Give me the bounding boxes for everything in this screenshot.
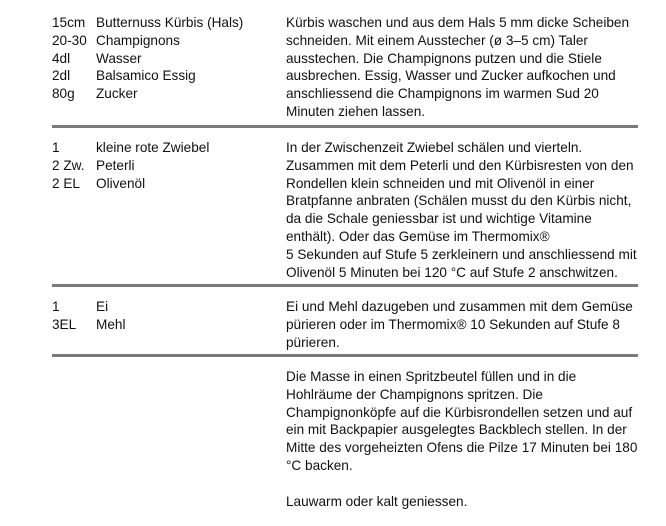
ingredient-row — [52, 298, 286, 316]
ingredient-quantity: 4dl — [52, 50, 71, 66]
recipe-step-4 — [52, 357, 638, 510]
ingredient-row — [52, 85, 286, 103]
ingredient-name: Champignons — [96, 32, 180, 48]
instruction-paragraph: 5 Sekunden auf Stufe 5 zerkleinern und anschliessend mit Olivenöl 5 Minuten bei 120 °C auf Stufe 2 anschwitzen. — [286, 246, 637, 280]
recipe-document — [52, 0, 638, 510]
instruction-text — [286, 368, 638, 510]
ingredient-name: Ei — [96, 299, 109, 314]
instruction-text — [286, 298, 638, 354]
ingredient-row — [52, 32, 286, 50]
ingredient-name: Zucker — [96, 86, 138, 102]
recipe-step-1 — [52, 0, 638, 125]
ingredient-name: kleine rote Zwiebel — [96, 140, 210, 155]
instruction-paragraph: In der Zwischenzeit Zwiebel schälen und vierteln. Zusammen mit dem Peterli und den Kürbisresten von den Rondellen klein schneiden und mit Olivenöl in einer Bratpfanne anbraten (Schälen musst du den Kürbis nicht, da die Schale geniessbar ist und wichtige Vitamine enthält). Oder das Gemüse im Thermomix® — [286, 140, 634, 244]
ingredient-row — [52, 14, 286, 32]
instruction-text — [286, 14, 638, 125]
instruction-paragraph: Ei und Mehl dazugeben und zusammen mit dem Gemüse pürieren oder im Thermomix® 10 Sekunden auf Stufe 8 pürieren. — [286, 299, 633, 350]
ingredient-quantity: 15cm — [52, 15, 86, 30]
ingredient-quantity: 3EL — [52, 316, 77, 332]
ingredient-row — [52, 67, 286, 85]
ingredient-quantity: 2dl — [52, 68, 71, 84]
ingredient-name: Wasser — [96, 50, 142, 66]
ingredient-name: Peterli — [96, 157, 135, 173]
ingredient-list — [52, 14, 286, 125]
ingredient-quantity: 1 — [52, 299, 60, 314]
ingredient-name: Balsamico Essig — [96, 68, 196, 84]
ingredient-quantity: 2 EL — [52, 175, 80, 191]
ingredient-list — [52, 368, 286, 510]
recipe-step-3 — [52, 287, 638, 354]
ingredient-quantity: 2 Zw. — [52, 157, 85, 173]
instruction-paragraph: Die Masse in einen Spritzbeutel füllen und in die Hohlräume der Champignons spritzen. Die Champignonköpfe auf die Kürbisrondellen setzen und auf ein mit Backpapier ausgelegtes Backblech stellen. In der Mitte des vorgeheizten Ofens die Pilze 17 Minuten bei 180 °C backen. — [286, 369, 638, 473]
ingredient-list — [52, 298, 286, 354]
instruction-paragraph: Lauwarm oder kalt geniessen. — [286, 493, 468, 509]
ingredient-quantity: 20-30 — [52, 32, 87, 48]
ingredient-row — [52, 316, 286, 334]
ingredient-name: Butternuss Kürbis (Hals) — [96, 15, 244, 30]
recipe-step-2 — [52, 128, 638, 284]
ingredient-row — [52, 157, 286, 175]
instruction-text — [286, 139, 638, 284]
ingredient-quantity: 1 — [52, 140, 60, 155]
ingredient-row — [52, 139, 286, 157]
ingredient-row — [52, 50, 286, 68]
ingredient-quantity: 80g — [52, 86, 75, 102]
ingredient-name: Olivenöl — [96, 175, 146, 191]
instruction-paragraph: Kürbis waschen und aus dem Hals 5 mm dicke Scheiben schneiden. Mit einem Ausstecher (ø 3–5 cm) Taler ausstechen. Die Champignons putzen und die Stiele ausbrechen. Essig, Wasser und Zucker aufkochen und anschliessend die Champignons im warmen Sud 20 Minuten ziehen lassen. — [286, 15, 630, 119]
ingredient-list — [52, 139, 286, 284]
ingredient-name: Mehl — [96, 316, 126, 332]
ingredient-row — [52, 175, 286, 193]
